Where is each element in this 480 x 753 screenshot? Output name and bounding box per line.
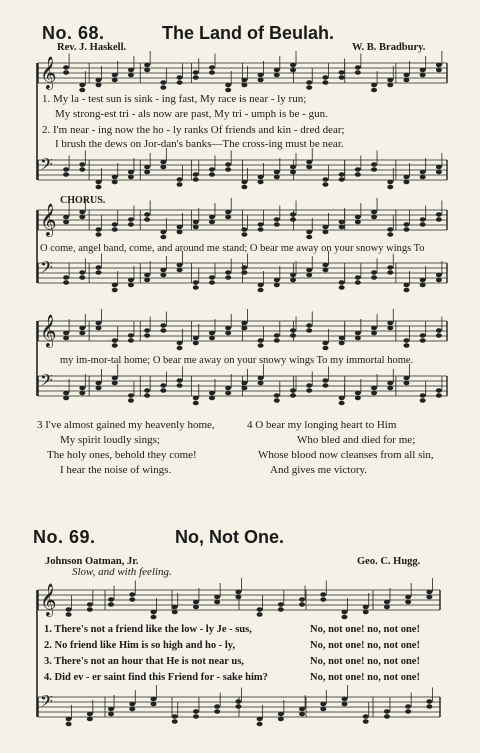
hymn-69-refrain-1: No, not one! no, not one! (310, 624, 420, 635)
hymn-68-verse-line-4: I brush the dews on Jor-dan's banks—The cross-ing must be near. (55, 138, 344, 150)
verse-3-line-3: The holy ones, behold they come! (47, 449, 197, 461)
hymn-68-title: The Land of Beulah. (162, 23, 335, 43)
staff-notes-7 (66, 578, 433, 619)
hymn-69-lyricist: Johnson Oatman, Jr. (45, 556, 139, 567)
hymn-69-composer: Geo. C. Hugg. (357, 556, 421, 567)
hymn-68-lyricist: Rev. J. Haskell. (57, 42, 127, 53)
hymn-69-refrain-2: No, not one! no, not one! (310, 640, 420, 651)
hymn-69-refrain-3: No, not one! no, not one! (310, 656, 420, 667)
hymn-68-composer: W. B. Bradbury. (352, 42, 426, 53)
hymn-68-verse-line-1: 1. My la - test sun is sink - ing fast, My race is near - ly run; (42, 93, 307, 105)
staff-notes-5 (63, 309, 442, 350)
hymn-68-chorus-line-2: my im-mor-tal home; O bear me away on your snowy wings To my immortal home. (60, 355, 414, 366)
hymn-68-verse-line-3: 2. I'm near - ing now the ho - ly ranks Of friends and kin - dred dear; (42, 124, 345, 136)
hymn-69-refrain-4: No, not one! no, not one! (310, 672, 420, 683)
verse-3-line-4: I hear the noise of wings. (60, 464, 172, 476)
hymn-69-line-1: 1. There's not a friend like the low - ly Je - sus, (44, 624, 252, 635)
hymn-68-chorus-line-1: O come, angel band, come, and around me stand; O bear me away on your snowy wings To (40, 243, 425, 254)
treble-clef-icon: 𝄞 (40, 203, 57, 236)
staff-notes-1 (63, 51, 442, 92)
hymn-69-line-4: 4. Did ev - er saint find this Friend for - sake him? (44, 672, 268, 683)
staff-notes-8 (66, 685, 433, 726)
verse-4-line-1: 4 O bear my longing heart to Him (247, 419, 397, 431)
hymn-69-title: No, Not One. (175, 527, 284, 547)
verse-4-line-2: Who bled and died for me; (297, 434, 416, 446)
staff-notes-4 (63, 251, 442, 292)
bass-clef-icon: 𝄢 (40, 257, 53, 281)
hymn-69-line-3: 3. There's not an hour that He is not near us, (44, 656, 244, 667)
hymn-69-number: No. 69. (33, 527, 96, 547)
hymn-69-line-2: 2. No friend like Him is so high and ho - ly, (44, 640, 236, 651)
staff-notes-2 (63, 148, 442, 189)
staff-notes-3 (63, 198, 442, 239)
treble-clef-icon: 𝄞 (40, 56, 57, 89)
staff-notes-6 (63, 364, 442, 405)
treble-clef-icon: 𝄞 (40, 583, 57, 616)
verse-3-line-2: My spirit loudly sings; (60, 434, 160, 446)
hymn-68-verse-line-2: My strong-est tri - als now are past, My tri - umph is be - gun. (55, 108, 328, 120)
bass-clef-icon: 𝄢 (40, 691, 53, 715)
verse-4-line-4: And gives me victory. (270, 464, 368, 476)
treble-clef-icon: 𝄞 (40, 314, 57, 347)
verse-3-line-1: 3 I've almost gained my heavenly home, (37, 419, 215, 431)
bass-clef-icon: 𝄢 (40, 154, 53, 178)
hymn-68-number: No. 68. (42, 23, 105, 43)
verse-4-line-3: Whose blood now cleanses from all sin, (258, 449, 434, 461)
hymn-68-chorus-label: CHORUS. (60, 195, 106, 206)
bass-clef-icon: 𝄢 (40, 370, 53, 394)
hymn-69-tempo: Slow, and with feeling. (72, 566, 172, 578)
